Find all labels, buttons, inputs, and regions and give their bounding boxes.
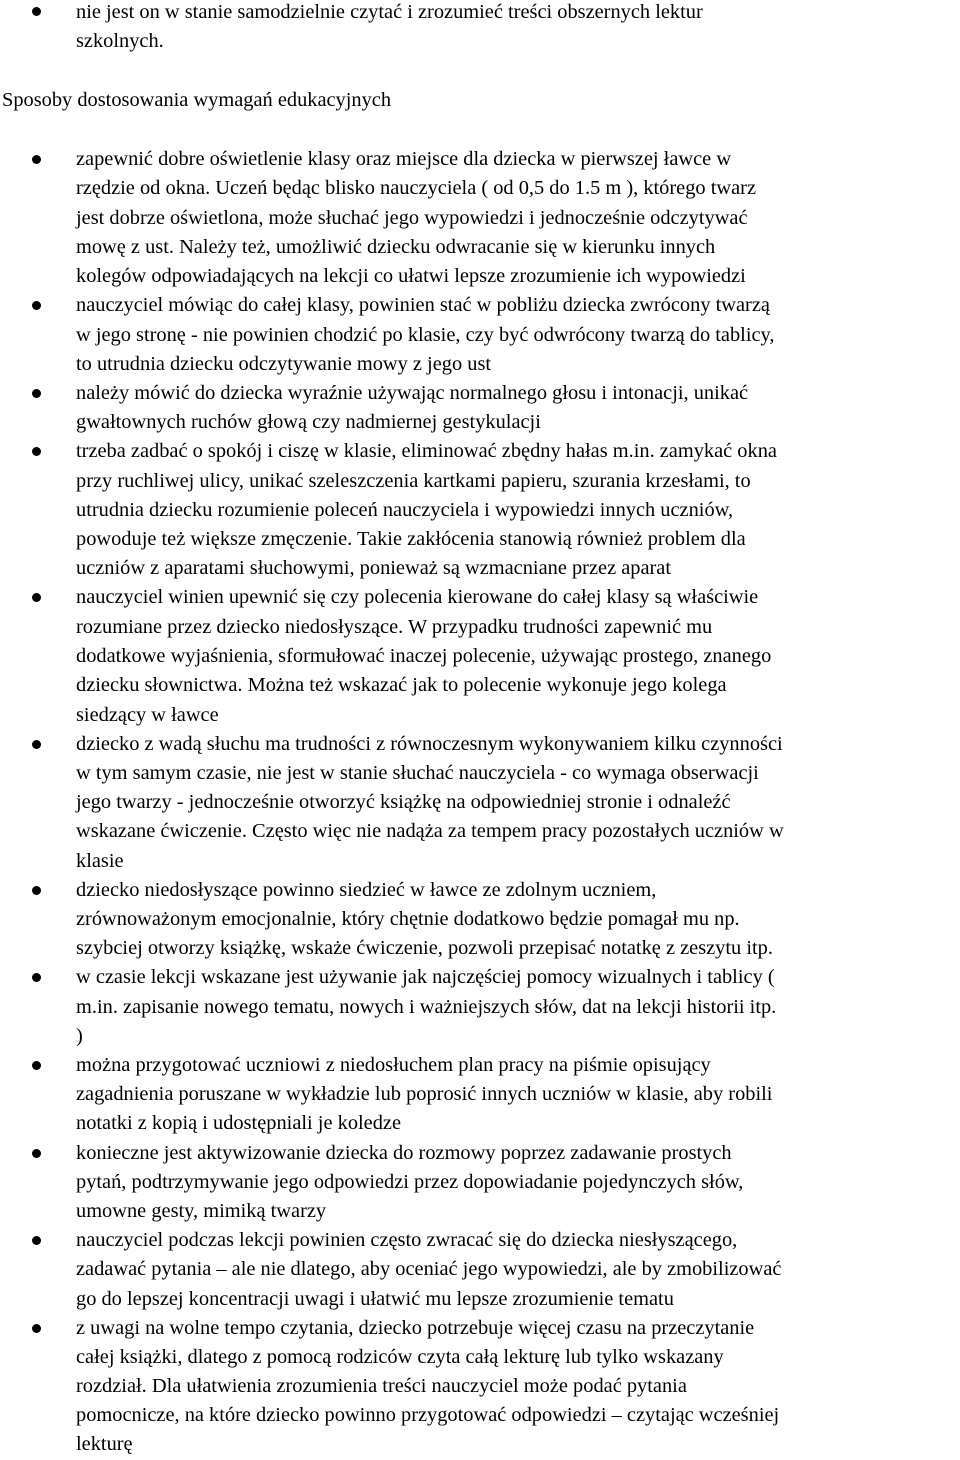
- bullet-icon: [32, 447, 41, 456]
- text-line: zrównoważonym emocjonalnie, który chętnie dodatkowo będzie pomagał mu np.: [76, 908, 740, 930]
- text-line: można przygotować uczniowi z niedosłuchem plan pracy na piśmie opisujący: [76, 1054, 711, 1076]
- text-line: umowne gesty, mimiką twarzy: [76, 1200, 327, 1222]
- text-line: utrudnia dziecku rozumienie poleceń nauczyciela i wypowiedzi innych uczniów,: [76, 499, 734, 521]
- bullet-icon: [32, 1236, 41, 1245]
- text-line: ): [76, 1025, 83, 1047]
- text-line: szybciej otworzy książkę, wskaże ćwiczenie, pozwoli przepisać notatkę z zeszytu itp.: [76, 937, 773, 959]
- text-line: szkolnych.: [76, 30, 164, 52]
- bullet-icon: [32, 1061, 41, 1070]
- text-line: powoduje też większe zmęczenie. Takie zakłócenia stanowią również problem dla: [76, 528, 746, 550]
- text-line: nie jest on w stanie samodzielnie czytać i zrozumieć treści obszernych lektur: [76, 1, 703, 23]
- text-line: w tym samym czasie, nie jest w stanie słuchać nauczyciela - co wymaga obserwacji: [76, 762, 759, 784]
- text-line: z uwagi na wolne tempo czytania, dziecko potrzebuje więcej czasu na przeczytanie: [76, 1317, 755, 1339]
- text-line: go do lepszej koncentracji uwagi i ułatwić mu lepsze zrozumienie tematu: [76, 1288, 674, 1310]
- bullet-icon: [32, 389, 41, 398]
- bullet-icon: [32, 886, 41, 895]
- text-line: m.in. zapisanie nowego tematu, nowych i ważniejszych słów, dat na lekcji historii itp.: [76, 996, 777, 1018]
- text-line: uczniów z aparatami słuchowymi, ponieważ są wzmacniane przez aparat: [76, 557, 672, 579]
- bullet-icon: [32, 593, 41, 602]
- text-line: wskazane ćwiczenie. Często więc nie nadąża za tempem pracy pozostałych uczniów w: [76, 820, 784, 842]
- text-line: konieczne jest aktywizowanie dziecka do rozmowy poprzez zadawanie prostych: [76, 1142, 732, 1164]
- text-line: zagadnienia poruszane w wykładzie lub poprosić innych uczniów w klasie, aby robili: [76, 1083, 773, 1105]
- text-line: zadawać pytania – ale nie dlatego, aby oceniać jego wypowiedzi, ale by zmobilizować: [76, 1258, 782, 1280]
- text-line: należy mówić do dziecka wyraźnie używając normalnego głosu i intonacji, unikać: [76, 382, 749, 404]
- text-line: klasie: [76, 850, 124, 872]
- text-line: mowę z ust. Należy też, umożliwić dziecku odwracanie się w kierunku innych: [76, 236, 716, 258]
- bullet-icon: [32, 1149, 41, 1158]
- text-line: zapewnić dobre oświetlenie klasy oraz miejsce dla dziecka w pierwszej ławce w: [76, 148, 732, 170]
- bullet-icon: [32, 301, 41, 310]
- text-line: dziecko niedosłyszące powinno siedzieć w ławce ze zdolnym uczniem,: [76, 879, 657, 901]
- bullet-icon: [32, 740, 41, 749]
- text-line: to utrudnia dziecku odczytywanie mowy z jego ust: [76, 353, 492, 375]
- text-line: przy ruchliwej ulicy, unikać szeleszczenia kartkami papieru, szurania krzesłami, to: [76, 470, 751, 492]
- text-line: lekturę: [76, 1433, 133, 1455]
- bullet-icon: [32, 7, 41, 16]
- bullet-icon: [32, 973, 41, 982]
- bullet-icon: [32, 155, 41, 164]
- text-line: w czasie lekcji wskazane jest używanie jak najczęściej pomocy wizualnych i tablicy (: [76, 966, 775, 988]
- text-line: pomocnicze, na które dziecko powinno przygotować odpowiedzi – czytając wcześniej: [76, 1404, 780, 1426]
- text-line: nauczyciel mówiąc do całej klasy, powinien stać w pobliżu dziecka zwrócony twarzą: [76, 294, 770, 316]
- text-line: dziecku słownictwa. Można też wskazać jak to polecenie wykonuje jego kolega: [76, 674, 727, 696]
- text-line: rozdział. Dla ułatwienia zrozumienia treści nauczyciel może podać pytania: [76, 1375, 687, 1397]
- text-line: notatki z kopią i udostępniali je koledze: [76, 1112, 402, 1134]
- text-line: gwałtownych ruchów głową czy nadmiernej gestykulacji: [76, 411, 541, 433]
- text-line: dodatkowe wyjaśnienia, sformułować inaczej polecenie, używając prostego, znanego: [76, 645, 772, 667]
- text-line: siedzący w ławce: [76, 704, 219, 726]
- section-heading: Sposoby dostosowania wymagań edukacyjnych: [2, 89, 392, 111]
- text-line: pytań, podtrzymywanie jego odpowiedzi przez dopowiadanie pojedynczych słów,: [76, 1171, 744, 1193]
- text-line: w jego stronę - nie powinien chodzić po klasie, czy być odwrócony twarzą do tablicy,: [76, 324, 775, 346]
- text-line: dziecko z wadą słuchu ma trudności z równoczesnym wykonywaniem kilku czynności: [76, 733, 783, 755]
- text-line: kolegów odpowiadających na lekcji co ułatwi lepsze zrozumienie ich wypowiedzi: [76, 265, 746, 287]
- text-line: nauczyciel winien upewnić się czy polecenia kierowane do całej klasy są właściwie: [76, 586, 759, 608]
- text-line: rzędzie od okna. Uczeń będąc blisko nauczyciela ( od 0,5 do 1.5 m ), którego twarz: [76, 177, 756, 199]
- text-line: jego twarzy - jednocześnie otworzyć książkę na odpowiedniej stronie i odnaleźć: [76, 791, 731, 813]
- text-line: rozumiane przez dziecko niedosłyszące. W przypadku trudności zapewnić mu: [76, 616, 713, 638]
- text-line: nauczyciel podczas lekcji powinien często zwracać się do dziecka niesłyszącego,: [76, 1229, 738, 1251]
- text-line: trzeba zadbać o spokój i ciszę w klasie, eliminować zbędny hałas m.in. zamykać okna: [76, 440, 777, 462]
- text-line: jest dobrze oświetlona, może słuchać jego wypowiedzi i jednocześnie odczytywać: [76, 207, 748, 229]
- text-line: całej książki, dlatego z pomocą rodziców czyta całą lekturę lub tylko wskazany: [76, 1346, 724, 1368]
- bullet-icon: [32, 1324, 41, 1333]
